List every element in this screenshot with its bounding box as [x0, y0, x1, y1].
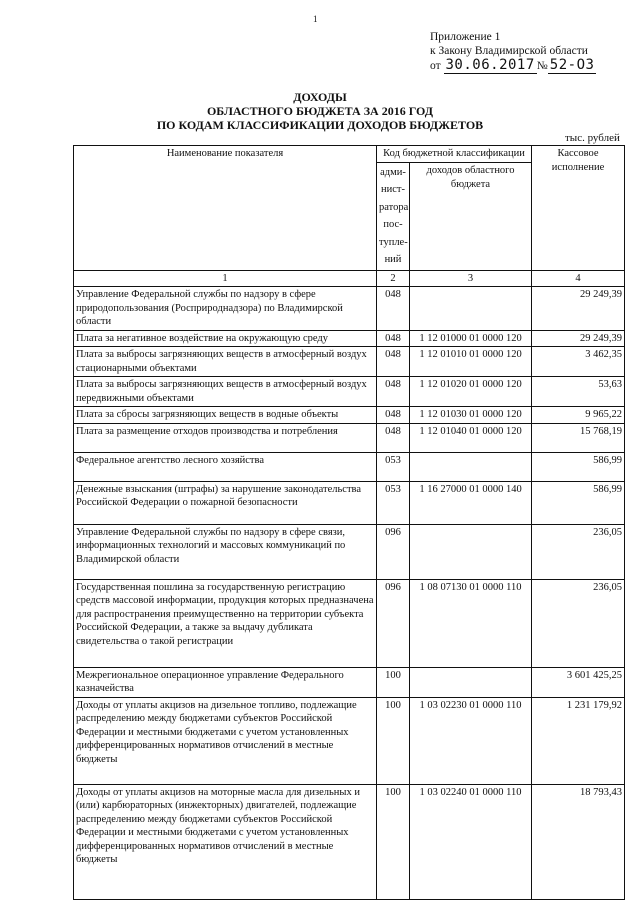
row-admin-code: 048: [377, 407, 410, 424]
row-classification-code: [410, 667, 532, 697]
row-admin-code: 048: [377, 287, 410, 331]
appendix-law: к Закону Владимирской области: [430, 45, 588, 57]
appendix-title: Приложение 1: [430, 31, 501, 43]
header-row: [74, 146, 625, 163]
number-label: №: [536, 60, 548, 72]
row-classification-code: 1 12 01030 01 0000 120: [410, 407, 532, 424]
row-admin-code: 053: [377, 481, 410, 524]
row-amount: 236,05: [532, 524, 625, 579]
header-cash: Кассовое исполнение: [532, 146, 625, 271]
row-classification-code: 1 12 01020 01 0000 120: [410, 377, 532, 407]
row-admin-code: 048: [377, 423, 410, 452]
row-admin-code: 100: [377, 667, 410, 697]
table-body: [74, 287, 625, 900]
row-admin-code: 100: [377, 697, 410, 784]
row-name: Плата за сбросы загрязняющих веществ в водные объекты: [74, 407, 377, 424]
row-amount: 586,99: [532, 452, 625, 481]
row-name: Федеральное агентство лесного хозяйства: [74, 452, 377, 481]
row-name: Плата за размещение отходов производства и потребления: [74, 423, 377, 452]
row-amount: 18 793,43: [532, 784, 625, 899]
header-budget-income: доходов областного бюджета: [410, 162, 532, 270]
row-classification-code: 1 03 02230 01 0000 110: [410, 697, 532, 784]
law-number: 52-ОЗ: [549, 57, 595, 73]
row-amount: 1 231 179,92: [532, 697, 625, 784]
row-name: Управление Федеральной службы по надзору в сфере связи, информационных технологий и массовых коммуникаций по Владимирской области: [74, 524, 377, 579]
row-admin-code: 096: [377, 579, 410, 667]
column-number-2: 2: [377, 270, 410, 287]
row-admin-code: 053: [377, 452, 410, 481]
row-name: Плата за выбросы загрязняющих веществ в атмосферный воздух передвижными объектами: [74, 377, 377, 407]
document-title: [0, 90, 640, 132]
title-line-3: ПО КОДАМ КЛАССИФИКАЦИИ ДОХОДОВ БЮДЖЕТОВ: [156, 118, 484, 132]
row-amount: 236,05: [532, 579, 625, 667]
law-date: 30.06.2017: [445, 57, 535, 73]
table-row: [74, 377, 625, 407]
row-name: Государственная пошлина за государственную регистрацию средств массовой информации, продукция которых предназначена для распространения преимущественно на территории субъекта Российской Федерации, а также за выдачу дубликата свидетельства о такой регистрации: [74, 579, 377, 667]
table-row: [74, 481, 625, 524]
row-amount: 29 249,39: [532, 330, 625, 347]
row-admin-code: 096: [377, 524, 410, 579]
row-admin-code: 100: [377, 784, 410, 899]
header-admin: адми-нист-ратора пос-тупле-ний: [377, 162, 410, 270]
row-amount: 29 249,39: [532, 287, 625, 331]
table-row: [74, 423, 625, 452]
table-row: [74, 667, 625, 697]
header-code: Код бюджетной классификации: [377, 146, 532, 163]
table-row: [74, 452, 625, 481]
row-classification-code: 1 08 07130 01 0000 110: [410, 579, 532, 667]
row-name: Плата за негативное воздействие на окружающую среду: [74, 330, 377, 347]
table-row: [74, 347, 625, 377]
title-line-1: ДОХОДЫ: [293, 90, 347, 104]
column-number-row: [74, 270, 625, 287]
row-classification-code: 1 16 27000 01 0000 140: [410, 481, 532, 524]
page-number: 1: [313, 14, 318, 24]
units-label: тыс. рублей: [565, 132, 620, 144]
row-amount: 3 601 425,25: [532, 667, 625, 697]
table-row: [74, 697, 625, 784]
row-amount: 3 462,35: [532, 347, 625, 377]
income-table: [73, 145, 625, 900]
row-admin-code: 048: [377, 330, 410, 347]
from-label: от: [430, 60, 441, 72]
row-admin-code: 048: [377, 377, 410, 407]
row-admin-code: 048: [377, 347, 410, 377]
row-classification-code: [410, 524, 532, 579]
row-name: Доходы от уплаты акцизов на дизельное топливо, подлежащие распределению между бюджетами субъектов Российской Федерации и местными бюджетами с учетом установленных дифференцированных нормативов отчислений в местные бюджеты: [74, 697, 377, 784]
table-row: [74, 407, 625, 424]
row-name: Управление Федеральной службы по надзору в сфере природопользования (Росприроднадзора) по Владимирской области: [74, 287, 377, 331]
row-classification-code: [410, 452, 532, 481]
appendix-date-line: [430, 58, 596, 73]
row-name: Денежные взыскания (штрафы) за нарушение законодательства Российской Федерации о пожарной безопасности: [74, 481, 377, 524]
row-classification-code: 1 03 02240 01 0000 110: [410, 784, 532, 899]
table-row: [74, 330, 625, 347]
title-line-2: ОБЛАСТНОГО БЮДЖЕТА ЗА 2016 ГОД: [206, 104, 434, 118]
row-classification-code: 1 12 01000 01 0000 120: [410, 330, 532, 347]
row-name: Доходы от уплаты акцизов на моторные масла для дизельных и (или) карбюраторных (инжекторных) двигателей, подлежащие распределению между бюджетами субъектов Российской Федерации и местными бюджетами с учетом установленных дифференцированных нормативов отчислений в местные бюджеты: [74, 784, 377, 899]
row-name: Плата за выбросы загрязняющих веществ в атмосферный воздух стационарными объектами: [74, 347, 377, 377]
row-amount: 586,99: [532, 481, 625, 524]
row-classification-code: [410, 287, 532, 331]
column-number-1: 1: [74, 270, 377, 287]
row-amount: 53,63: [532, 377, 625, 407]
row-classification-code: 1 12 01040 01 0000 120: [410, 423, 532, 452]
row-amount: 15 768,19: [532, 423, 625, 452]
row-classification-code: 1 12 01010 01 0000 120: [410, 347, 532, 377]
row-amount: 9 965,22: [532, 407, 625, 424]
column-number-3: 3: [410, 270, 532, 287]
table-row: [74, 784, 625, 899]
header-name: Наименование показателя: [74, 146, 377, 271]
table-row: [74, 579, 625, 667]
table-row: [74, 524, 625, 579]
column-number-4: 4: [532, 270, 625, 287]
appendix-block: [430, 30, 596, 73]
table-row: [74, 287, 625, 331]
row-name: Межрегиональное операционное управление Федерального казначейства: [74, 667, 377, 697]
